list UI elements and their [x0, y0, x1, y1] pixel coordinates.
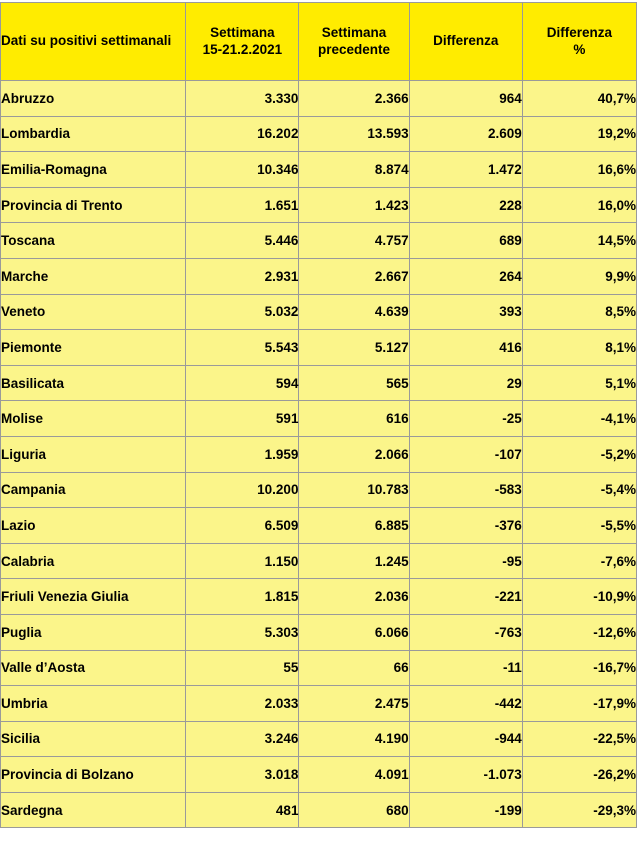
cell-week: 16.202: [186, 116, 299, 152]
cell-difference-percent: 40,7%: [522, 81, 636, 117]
column-header-difference-percent: [522, 3, 636, 81]
cell-difference: -107: [409, 436, 522, 472]
cell-week: 481: [186, 792, 299, 828]
cell-difference-percent: -29,3%: [522, 792, 636, 828]
table-row: [1, 614, 637, 650]
cell-week: 1.651: [186, 187, 299, 223]
cell-region: Lombardia: [1, 116, 186, 152]
cell-difference: -442: [409, 686, 522, 722]
cell-difference: 2.609: [409, 116, 522, 152]
cell-region: Provincia di Trento: [1, 187, 186, 223]
table-row: [1, 365, 637, 401]
cell-difference-percent: -22,5%: [522, 721, 636, 757]
cell-difference-percent: 16,0%: [522, 187, 636, 223]
table-row: [1, 757, 637, 793]
cell-region: Provincia di Bolzano: [1, 757, 186, 793]
cell-previous-week: 2.366: [299, 81, 409, 117]
cell-previous-week: 6.066: [299, 614, 409, 650]
cell-week: 10.200: [186, 472, 299, 508]
table-row: [1, 294, 637, 330]
cell-difference-percent: 8,5%: [522, 294, 636, 330]
cell-difference-percent: -12,6%: [522, 614, 636, 650]
cell-difference: -376: [409, 508, 522, 544]
cell-region: Puglia: [1, 614, 186, 650]
cell-difference: -95: [409, 543, 522, 579]
cell-difference-percent: -5,2%: [522, 436, 636, 472]
cell-previous-week: 66: [299, 650, 409, 686]
table-row: [1, 472, 637, 508]
cell-difference-percent: 9,9%: [522, 258, 636, 294]
cell-difference: -583: [409, 472, 522, 508]
cell-week: 6.509: [186, 508, 299, 544]
table-row: [1, 330, 637, 366]
cell-region: Marche: [1, 258, 186, 294]
cell-week: 55: [186, 650, 299, 686]
cell-difference-percent: -26,2%: [522, 757, 636, 793]
cell-difference: 228: [409, 187, 522, 223]
cell-previous-week: 4.091: [299, 757, 409, 793]
cell-previous-week: 4.190: [299, 721, 409, 757]
cell-difference: 416: [409, 330, 522, 366]
cell-previous-week: 1.245: [299, 543, 409, 579]
cell-week: 591: [186, 401, 299, 437]
cell-week: 2.033: [186, 686, 299, 722]
cell-previous-week: 2.066: [299, 436, 409, 472]
cell-week: 1.150: [186, 543, 299, 579]
cell-difference: -944: [409, 721, 522, 757]
column-header-difference-percent-line2: %: [573, 41, 586, 57]
cell-difference-percent: -7,6%: [522, 543, 636, 579]
table-row: [1, 223, 637, 259]
column-header-previous-week: [299, 3, 409, 81]
column-header-previous-week-line1: Settimana: [321, 25, 387, 41]
table-row: [1, 579, 637, 615]
cell-week: 10.346: [186, 152, 299, 188]
table-row: [1, 650, 637, 686]
cell-difference: -11: [409, 650, 522, 686]
table-header: [1, 3, 637, 81]
cell-week: 2.931: [186, 258, 299, 294]
cell-week: 1.959: [186, 436, 299, 472]
table-row: [1, 401, 637, 437]
cell-difference-percent: -4,1%: [522, 401, 636, 437]
cell-week: 5.446: [186, 223, 299, 259]
cell-week: 5.303: [186, 614, 299, 650]
cell-difference-percent: -5,5%: [522, 508, 636, 544]
cell-week: 594: [186, 365, 299, 401]
table-body: [1, 81, 637, 828]
cell-previous-week: 2.667: [299, 258, 409, 294]
table-row: [1, 258, 637, 294]
cell-difference-percent: 5,1%: [522, 365, 636, 401]
cell-region: Friuli Venezia Giulia: [1, 579, 186, 615]
cell-previous-week: 2.036: [299, 579, 409, 615]
cell-week: 3.246: [186, 721, 299, 757]
table-row: [1, 721, 637, 757]
cell-week: 3.330: [186, 81, 299, 117]
cell-region: Basilicata: [1, 365, 186, 401]
cell-previous-week: 4.639: [299, 294, 409, 330]
cell-week: 5.543: [186, 330, 299, 366]
cell-previous-week: 4.757: [299, 223, 409, 259]
cell-region: Liguria: [1, 436, 186, 472]
cell-region: Piemonte: [1, 330, 186, 366]
table-row: [1, 187, 637, 223]
table-row: [1, 152, 637, 188]
cell-region: Umbria: [1, 686, 186, 722]
table-row: [1, 116, 637, 152]
cell-difference-percent: -17,9%: [522, 686, 636, 722]
cell-difference: -25: [409, 401, 522, 437]
cell-difference-percent: -16,7%: [522, 650, 636, 686]
cell-previous-week: 10.783: [299, 472, 409, 508]
cell-difference: 29: [409, 365, 522, 401]
cell-previous-week: 13.593: [299, 116, 409, 152]
cell-difference: -199: [409, 792, 522, 828]
cell-previous-week: 616: [299, 401, 409, 437]
column-header-previous-week-line2: precedente: [318, 41, 391, 57]
cell-difference: 393: [409, 294, 522, 330]
cell-difference: -763: [409, 614, 522, 650]
cell-week: 1.815: [186, 579, 299, 615]
table-row: [1, 508, 637, 544]
column-header-region: Dati su positivi settimanali: [1, 3, 186, 81]
cell-previous-week: 565: [299, 365, 409, 401]
table-row: [1, 436, 637, 472]
column-header-difference: Differenza: [409, 3, 522, 81]
cell-region: Sardegna: [1, 792, 186, 828]
cell-week: 5.032: [186, 294, 299, 330]
cell-difference: 689: [409, 223, 522, 259]
cell-previous-week: 2.475: [299, 686, 409, 722]
column-header-difference-percent-line1: Differenza: [546, 25, 613, 41]
table-row: [1, 81, 637, 117]
column-header-week: [186, 3, 299, 81]
cell-difference-percent: 14,5%: [522, 223, 636, 259]
cell-difference-percent: 16,6%: [522, 152, 636, 188]
cell-difference: -1.073: [409, 757, 522, 793]
cell-difference: 1.472: [409, 152, 522, 188]
cell-previous-week: 6.885: [299, 508, 409, 544]
cell-difference-percent: 19,2%: [522, 116, 636, 152]
cell-previous-week: 5.127: [299, 330, 409, 366]
cell-previous-week: 8.874: [299, 152, 409, 188]
cell-region: Campania: [1, 472, 186, 508]
cell-week: 3.018: [186, 757, 299, 793]
table-row: [1, 686, 637, 722]
column-header-week-line1: Settimana: [210, 25, 275, 41]
cell-difference: 264: [409, 258, 522, 294]
table-row: [1, 792, 637, 828]
cell-region: Calabria: [1, 543, 186, 579]
cell-difference-percent: 8,1%: [522, 330, 636, 366]
cell-region: Molise: [1, 401, 186, 437]
cell-difference: 964: [409, 81, 522, 117]
cell-difference-percent: -5,4%: [522, 472, 636, 508]
cell-region: Sicilia: [1, 721, 186, 757]
cell-region: Veneto: [1, 294, 186, 330]
cell-difference: -221: [409, 579, 522, 615]
cell-region: Toscana: [1, 223, 186, 259]
cell-region: Lazio: [1, 508, 186, 544]
cell-region: Emilia-Romagna: [1, 152, 186, 188]
column-header-week-line2: 15-21.2.2021: [202, 41, 283, 57]
table-row: [1, 543, 637, 579]
cell-region: Abruzzo: [1, 81, 186, 117]
weekly-positives-table: [0, 2, 637, 828]
cell-difference-percent: -10,9%: [522, 579, 636, 615]
table-header-row: [1, 3, 637, 81]
cell-previous-week: 1.423: [299, 187, 409, 223]
cell-previous-week: 680: [299, 792, 409, 828]
cell-region: Valle d’Aosta: [1, 650, 186, 686]
